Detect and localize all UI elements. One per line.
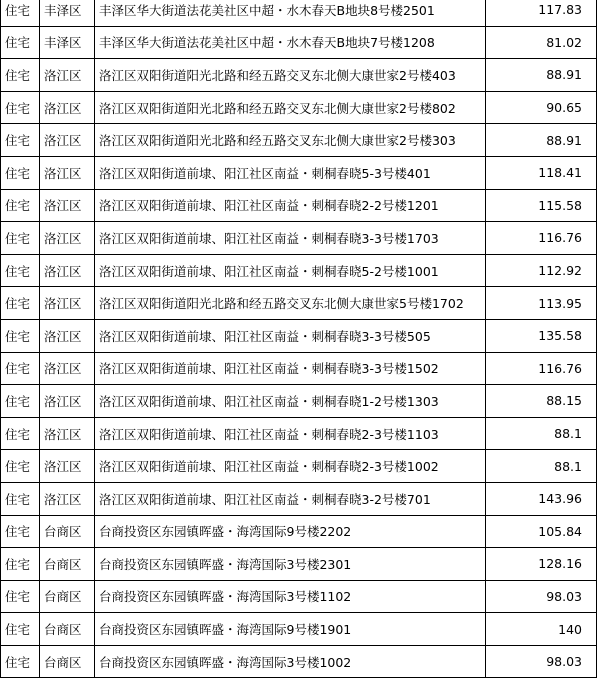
table-row: [1, 189, 597, 222]
table-row: [1, 156, 597, 189]
cell-type: 住宅: [1, 156, 40, 189]
cell-district: 洛江区: [40, 417, 95, 450]
cell-district: 台商区: [40, 580, 95, 613]
cell-type: 住宅: [1, 417, 40, 450]
cell-district: 洛江区: [40, 450, 95, 483]
cell-type: 住宅: [1, 580, 40, 613]
cell-address: 洛江区双阳街道前埭、阳江社区南益・刺桐春晓5-3号楼401: [95, 156, 486, 189]
cell-area: 116.76: [486, 352, 597, 385]
cell-type: 住宅: [1, 352, 40, 385]
cell-type: 住宅: [1, 26, 40, 59]
cell-address: 洛江区双阳街道阳光北路和经五路交叉东北侧大康世家2号楼802: [95, 91, 486, 124]
cell-district: 洛江区: [40, 482, 95, 515]
cell-district: 洛江区: [40, 385, 95, 418]
cell-district: 洛江区: [40, 352, 95, 385]
cell-area: 90.65: [486, 91, 597, 124]
cell-area: 88.15: [486, 385, 597, 418]
table-row: [1, 59, 597, 92]
cell-area: 81.02: [486, 26, 597, 59]
property-table-body: [1, 0, 597, 678]
cell-address: 洛江区双阳街道前埭、阳江社区南益・刺桐春晓1-2号楼1303: [95, 385, 486, 418]
cell-district: 台商区: [40, 645, 95, 678]
table-row: [1, 287, 597, 320]
cell-address: 洛江区双阳街道前埭、阳江社区南益・刺桐春晓3-2号楼701: [95, 482, 486, 515]
cell-district: 洛江区: [40, 189, 95, 222]
cell-district: 洛江区: [40, 91, 95, 124]
cell-address: 台商投资区东园镇晖盛・海湾国际3号楼1002: [95, 645, 486, 678]
cell-area: 112.92: [486, 254, 597, 287]
cell-area: 143.96: [486, 482, 597, 515]
cell-type: 住宅: [1, 385, 40, 418]
table-row: [1, 482, 597, 515]
cell-district: 洛江区: [40, 59, 95, 92]
cell-type: 住宅: [1, 515, 40, 548]
table-row: [1, 450, 597, 483]
cell-district: 洛江区: [40, 287, 95, 320]
cell-district: 洛江区: [40, 156, 95, 189]
table-row: [1, 613, 597, 646]
table-row: [1, 91, 597, 124]
cell-area: 98.03: [486, 580, 597, 613]
cell-district: 洛江区: [40, 319, 95, 352]
cell-area: 116.76: [486, 222, 597, 255]
cell-area: 88.1: [486, 450, 597, 483]
cell-area: 118.41: [486, 156, 597, 189]
cell-address: 洛江区双阳街道前埭、阳江社区南益・刺桐春晓3-3号楼1502: [95, 352, 486, 385]
cell-address: 洛江区双阳街道前埭、阳江社区南益・刺桐春晓2-3号楼1002: [95, 450, 486, 483]
cell-address: 洛江区双阳街道前埭、阳江社区南益・刺桐春晓3-3号楼1703: [95, 222, 486, 255]
cell-district: 台商区: [40, 548, 95, 581]
cell-area: 88.91: [486, 124, 597, 157]
cell-district: 台商区: [40, 515, 95, 548]
table-row: [1, 515, 597, 548]
table-row: [1, 548, 597, 581]
cell-address: 洛江区双阳街道前埭、阳江社区南益・刺桐春晓3-3号楼505: [95, 319, 486, 352]
cell-type: 住宅: [1, 189, 40, 222]
cell-type: 住宅: [1, 59, 40, 92]
table-row: [1, 385, 597, 418]
table-row: [1, 580, 597, 613]
cell-address: 台商投资区东园镇晖盛・海湾国际9号楼1901: [95, 613, 486, 646]
cell-area: 113.95: [486, 287, 597, 320]
cell-district: 台商区: [40, 613, 95, 646]
table-row: [1, 0, 597, 26]
cell-district: 丰泽区: [40, 26, 95, 59]
cell-type: 住宅: [1, 548, 40, 581]
cell-type: 住宅: [1, 222, 40, 255]
cell-address: 洛江区双阳街道阳光北路和经五路交叉东北侧大康世家2号楼403: [95, 59, 486, 92]
cell-type: 住宅: [1, 0, 40, 26]
cell-address: 丰泽区华大街道法花美社区中超・水木春天B地块7号楼1208: [95, 26, 486, 59]
cell-area: 115.58: [486, 189, 597, 222]
cell-type: 住宅: [1, 319, 40, 352]
cell-address: 洛江区双阳街道前埭、阳江社区南益・刺桐春晓5-2号楼1001: [95, 254, 486, 287]
cell-address: 台商投资区东园镇晖盛・海湾国际3号楼1102: [95, 580, 486, 613]
table-row: [1, 352, 597, 385]
cell-type: 住宅: [1, 613, 40, 646]
table-row: [1, 254, 597, 287]
cell-area: 135.58: [486, 319, 597, 352]
table-row: [1, 645, 597, 678]
cell-area: 128.16: [486, 548, 597, 581]
cell-type: 住宅: [1, 645, 40, 678]
cell-type: 住宅: [1, 482, 40, 515]
table-row: [1, 417, 597, 450]
cell-area: 88.1: [486, 417, 597, 450]
cell-address: 洛江区双阳街道前埭、阳江社区南益・刺桐春晓2-3号楼1103: [95, 417, 486, 450]
cell-address: 台商投资区东园镇晖盛・海湾国际9号楼2202: [95, 515, 486, 548]
cell-type: 住宅: [1, 254, 40, 287]
cell-address: 丰泽区华大街道法花美社区中超・水木春天B地块8号楼2501: [95, 0, 486, 26]
cell-district: 丰泽区: [40, 0, 95, 26]
cell-address: 洛江区双阳街道前埭、阳江社区南益・刺桐春晓2-2号楼1201: [95, 189, 486, 222]
cell-address: 台商投资区东园镇晖盛・海湾国际3号楼2301: [95, 548, 486, 581]
table-row: [1, 222, 597, 255]
table-row: [1, 319, 597, 352]
cell-district: 洛江区: [40, 124, 95, 157]
cell-area: 88.91: [486, 59, 597, 92]
cell-area: 140: [486, 613, 597, 646]
cell-type: 住宅: [1, 124, 40, 157]
cell-area: 105.84: [486, 515, 597, 548]
cell-type: 住宅: [1, 91, 40, 124]
cell-type: 住宅: [1, 287, 40, 320]
cell-type: 住宅: [1, 450, 40, 483]
cell-district: 洛江区: [40, 222, 95, 255]
table-row: [1, 124, 597, 157]
table-row: [1, 26, 597, 59]
cell-address: 洛江区双阳街道阳光北路和经五路交叉东北侧大康世家5号楼1702: [95, 287, 486, 320]
cell-district: 洛江区: [40, 254, 95, 287]
cell-area: 98.03: [486, 645, 597, 678]
cell-area: 117.83: [486, 0, 597, 26]
cell-address: 洛江区双阳街道阳光北路和经五路交叉东北侧大康世家2号楼303: [95, 124, 486, 157]
